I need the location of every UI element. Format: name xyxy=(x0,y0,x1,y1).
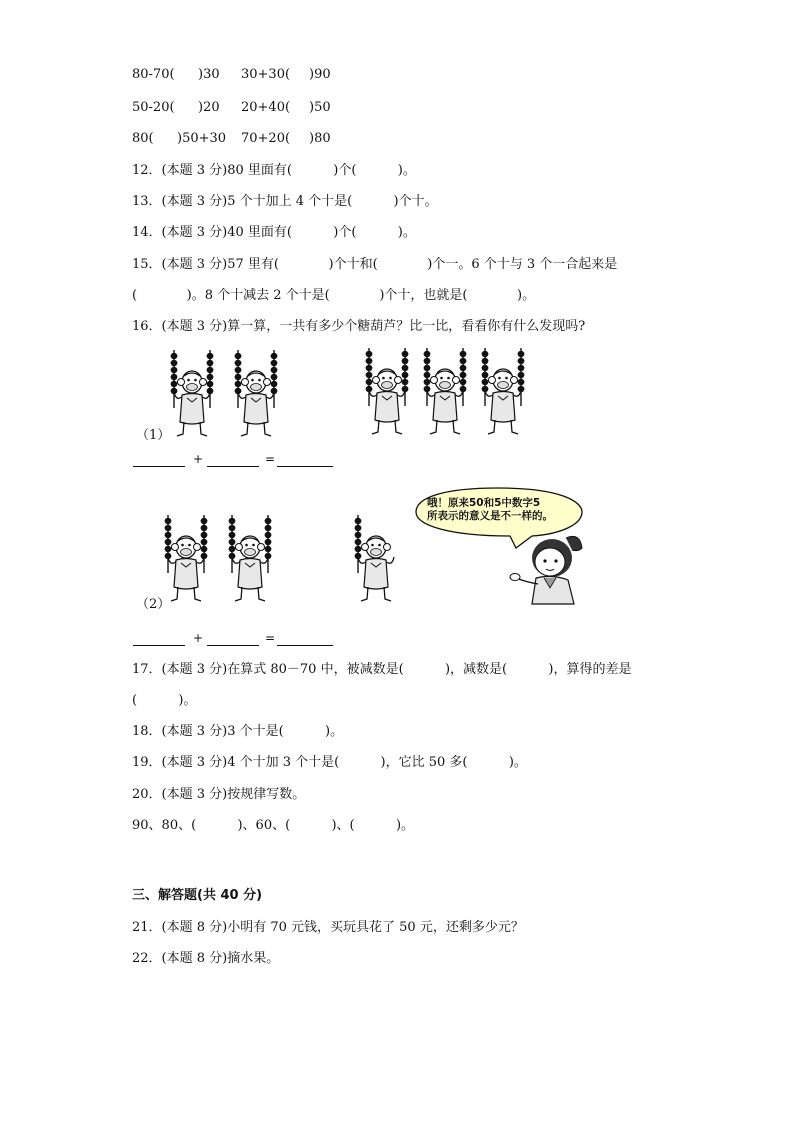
answer-equation-2 xyxy=(133,631,333,651)
answer-blank[interactable] xyxy=(133,456,185,467)
question-12: 12．(本题 3 分)80 里面有( )个( )。 xyxy=(132,163,416,178)
question-20-sequence: 90、80、( )、60、( )、( )。 xyxy=(132,818,415,833)
question-14: 14．(本题 3 分)40 里面有( )个( )。 xyxy=(132,225,416,240)
answer-blank[interactable] xyxy=(207,635,259,646)
comparison-expr: 80-70( xyxy=(132,67,175,82)
bubble-text xyxy=(427,497,553,523)
bubble-line-1: 哦！原来50和5中数字5 xyxy=(427,497,541,509)
question-17-line2: ( )。 xyxy=(132,693,197,708)
answer-blank[interactable] xyxy=(207,456,259,467)
comparison-expr: )50 xyxy=(309,100,331,115)
plus-sign: + xyxy=(193,452,204,466)
question-20: 20．(本题 3 分)按规律写数。 xyxy=(132,787,306,802)
question-15-line2: ( )。8 个十减去 2 个十是( )个十，也就是( )。 xyxy=(132,288,536,303)
comparison-expr: 70+20( xyxy=(241,131,291,146)
monkeys-group-1a xyxy=(168,348,288,438)
comparison-expr: )30 xyxy=(198,67,220,82)
question-18: 18．(本题 3 分)3 个十是( )。 xyxy=(132,724,344,739)
question-17-line1: 17．(本题 3 分)在算式 80－70 中，被减数是( )，减数是( )，算得的差是 xyxy=(132,662,632,677)
question-13: 13．(本题 3 分)5 个十加上 4 个十是( )个十。 xyxy=(132,194,438,209)
answer-blank[interactable] xyxy=(133,635,185,646)
bubble-line-2: 所表示的意义是不一样的。 xyxy=(427,510,553,522)
comparison-expr: )80 xyxy=(309,131,331,146)
comparison-expr: 50-20( xyxy=(132,100,175,115)
comparison-expr: )20 xyxy=(198,100,220,115)
answer-blank[interactable] xyxy=(277,635,333,646)
section-3-heading: 三、解答题(共 40 分) xyxy=(132,888,263,903)
comparison-expr: 80( xyxy=(132,131,154,146)
comparison-expr: 30+30( xyxy=(241,67,291,82)
plus-sign: + xyxy=(193,631,204,645)
equals-sign: = xyxy=(265,631,276,645)
equals-sign: = xyxy=(265,452,276,466)
monkeys-group-2b xyxy=(352,509,412,603)
question-19: 19．(本题 3 分)4 个十加 3 个十是( )，它比 50 多( )。 xyxy=(132,755,527,770)
comparison-expr: )90 xyxy=(309,67,331,82)
monkeys-group-2a xyxy=(162,513,292,603)
label-part-2: （2） xyxy=(136,597,171,612)
question-21: 21．(本题 8 分)小明有 70 元钱，买玩具花了 50 元，还剩多少元？ xyxy=(132,920,524,935)
question-15-line1: 15．(本题 3 分)57 里有( )个十和( )个一。6 个十与 3 个一合起来是 xyxy=(132,257,618,272)
label-part-1: （1） xyxy=(136,428,171,443)
question-22: 22．(本题 8 分)摘水果。 xyxy=(132,951,280,966)
answer-equation-1 xyxy=(133,452,333,472)
comparison-expr: )50+30 xyxy=(177,131,227,146)
answer-blank[interactable] xyxy=(277,456,333,467)
comparison-expr: 20+40( xyxy=(241,100,291,115)
question-16: 16．(本题 3 分)算一算，一共有多少个糖葫芦？比一比，看看你有什么发现吗? xyxy=(132,319,586,334)
monkeys-group-1b xyxy=(363,346,543,436)
girl-illustration xyxy=(508,530,588,608)
